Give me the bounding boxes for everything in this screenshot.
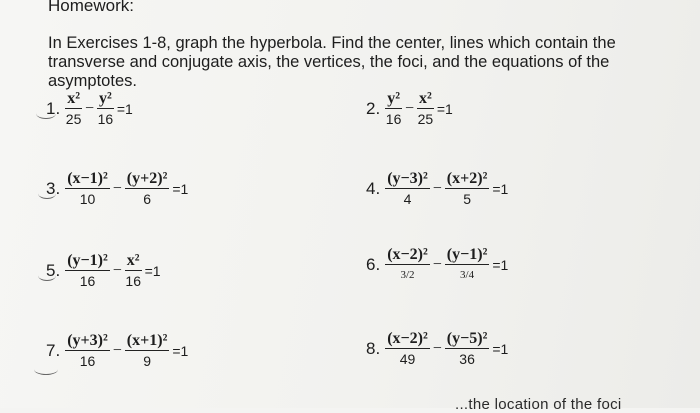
page-heading: Homework:: [48, 0, 134, 15]
numerator: x²: [67, 90, 80, 107]
pencil-mark: [34, 364, 58, 375]
fraction-term-2: [445, 330, 490, 367]
exercise-number: 3.: [46, 178, 61, 198]
minus-operator: −: [404, 99, 415, 117]
denominator: 4: [403, 191, 412, 207]
exercise-number: 6.: [366, 254, 381, 274]
equals-one: =1: [436, 100, 453, 117]
minus-operator: −: [432, 255, 442, 273]
denominator: 16: [125, 273, 141, 289]
exercise-number: 1.: [46, 98, 61, 118]
numerator: (y−1)²: [67, 252, 108, 269]
denominator: 10: [79, 191, 96, 207]
numerator: x²: [126, 252, 140, 269]
equals-one: =1: [172, 180, 189, 197]
fraction-term-1: [65, 252, 110, 289]
denominator: 36: [459, 351, 475, 367]
exercise-7: [46, 332, 188, 369]
numerator: (y+3)²: [67, 332, 108, 349]
pencil-mark: [36, 108, 56, 119]
minus-operator: −: [112, 179, 122, 197]
exercise-5: [46, 252, 161, 289]
denominator: 25: [417, 111, 434, 127]
denominator: 9: [143, 353, 151, 369]
fraction-term-2: [97, 90, 114, 127]
fraction-term-2: [445, 170, 490, 207]
numerator: (x+1)²: [126, 332, 168, 349]
fraction-term-1: [65, 170, 110, 207]
fraction-term-1: [65, 90, 82, 127]
fraction-term-1: [385, 246, 430, 283]
numerator: y²: [99, 90, 112, 107]
exercise-number: 7.: [46, 340, 61, 360]
equals-one: =1: [172, 342, 189, 359]
denominator: 16: [79, 353, 96, 369]
exercise-number: 4.: [366, 178, 381, 198]
numerator: (x−2)²: [387, 330, 428, 347]
numerator: y²: [387, 90, 400, 107]
exercise-number: 2.: [366, 98, 381, 118]
numerator: (x+2)²: [446, 170, 488, 187]
denominator: 5: [463, 191, 471, 207]
exercise-2: [366, 90, 453, 127]
pencil-mark: [38, 270, 56, 281]
equals-one: =1: [144, 262, 161, 279]
exercise-1: [46, 90, 133, 127]
numerator: (y−5)²: [446, 330, 488, 347]
equals-one: =1: [492, 340, 509, 357]
fraction-term-2: [125, 332, 170, 369]
denominator: 6: [143, 191, 151, 207]
minus-operator: −: [432, 339, 442, 357]
denominator: 16: [97, 111, 114, 127]
exercise-number: 5.: [46, 260, 61, 280]
fraction-term-2: [417, 90, 434, 127]
minus-operator: −: [112, 341, 122, 359]
denominator: 16: [79, 273, 96, 289]
next-instruction-fragment: ...the location of the foci: [455, 396, 622, 413]
denominator: 3/4: [460, 269, 475, 281]
equals-one: =1: [492, 180, 509, 197]
equals-one: =1: [492, 256, 509, 273]
fraction-term-2: [125, 170, 170, 207]
equals-one: =1: [116, 100, 133, 117]
numerator: (y−1)²: [446, 246, 488, 263]
numerator: (x−2)²: [387, 246, 428, 263]
fraction-term-2: [125, 252, 142, 289]
exercise-3: [46, 170, 188, 207]
numerator: x²: [419, 90, 432, 107]
fraction-term-1: [385, 330, 430, 367]
fraction-term-1: [385, 170, 430, 207]
numerator: (x−1)²: [67, 170, 108, 187]
denominator: 16: [385, 111, 402, 127]
denominator: 25: [65, 111, 82, 127]
instructions-text: In Exercises 1-8, graph the hyperbola. Find the center, lines which contain the transverse and conjugate axis, the vertices, the foci, and the equations of the asymptotes.: [48, 34, 616, 90]
denominator: 49: [399, 351, 416, 367]
minus-operator: −: [432, 179, 442, 197]
exercise-6: [366, 246, 508, 283]
fraction-term-2: [445, 246, 490, 283]
pencil-mark: [38, 188, 56, 199]
numerator: (y−3)²: [387, 170, 428, 187]
minus-operator: −: [84, 99, 95, 117]
exercise-number: 8.: [366, 338, 381, 358]
numerator: (y+2)²: [126, 170, 168, 187]
exercise-8: [366, 330, 508, 367]
fraction-term-1: [385, 90, 402, 127]
denominator: 3/2: [400, 269, 415, 281]
minus-operator: −: [112, 261, 122, 279]
exercise-4: [366, 170, 508, 207]
fraction-term-1: [65, 332, 110, 369]
